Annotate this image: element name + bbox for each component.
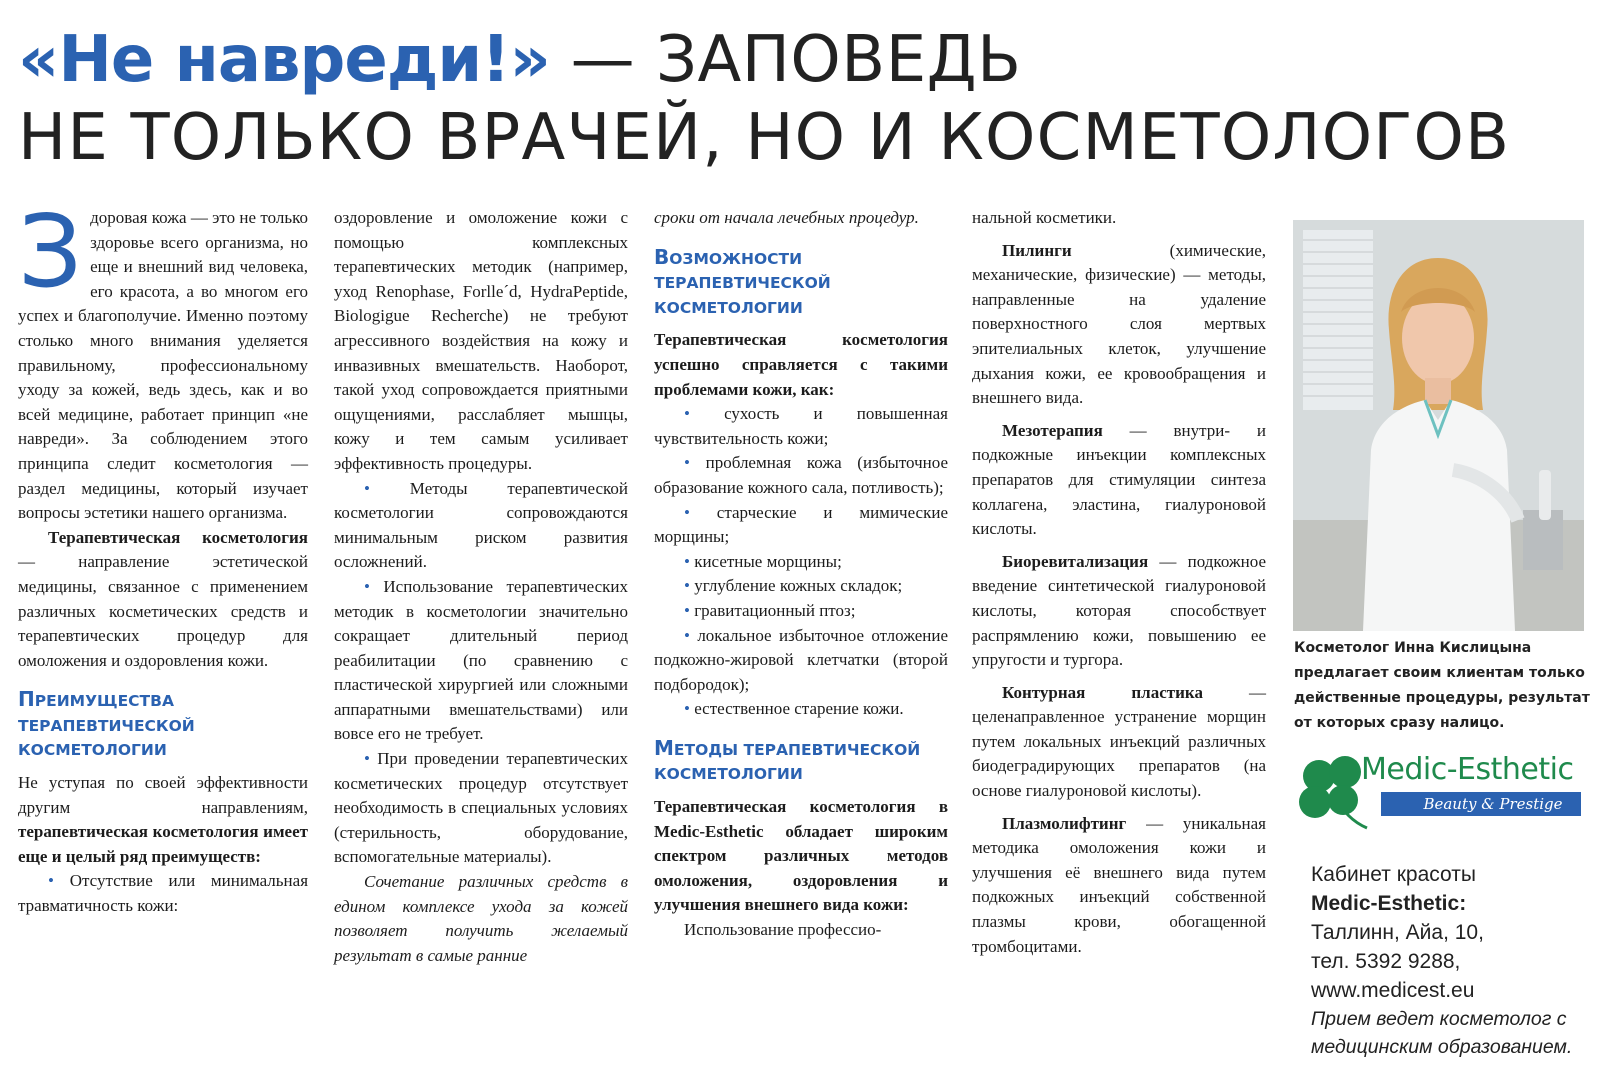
problem-item: • углубление кожных складок;: [654, 574, 948, 599]
article-column-1: [18, 193, 309, 919]
problem-item: • локальное избыточное отложение подкожно-жировой клетчатки (второй подбородок);: [654, 624, 948, 698]
photo-caption: Косметолог Инна Кислицына предлагает своим клиентам только действенные процедуры, результат от которых сразу налицо.: [1294, 640, 1590, 731]
contact-note: Прием ведет косметолог с медицинским образованием.: [1311, 1008, 1573, 1058]
italic-paragraph: Сочетание различных средств в едином комплексе ухода за кожей позволяет получить желаемый результат в самые ранние: [334, 872, 628, 965]
logo-name: Medic-Esthetic: [1361, 752, 1574, 787]
problem-item: • старческие и мимические морщины;: [654, 501, 948, 550]
definition-paragraph: [18, 526, 308, 674]
brand-logo: [1293, 752, 1595, 844]
headline-rest: — ЗАПОВЕДЬ: [549, 23, 1022, 97]
section-heading-possibilities: ВОЗМОЖНОСТИ ТЕРАПЕВТИЧЕСКОЙ КОСМЕТОЛОГИИ: [654, 244, 831, 317]
contact-website: www.medicest.eu: [1311, 979, 1475, 1002]
contact-address: Таллинн, Айа, 10,: [1311, 921, 1484, 944]
drop-cap: З: [18, 193, 83, 310]
advantage-item-continued: оздоровление и омоложение кожи с помощью комплексных терапевтических методик (например, уход Renophase, Forlle´d, HydraPeptide, Biologigue Recherche) не требуют агрессивного воздействия на кожу и инвазивных вмешательств. Наоборот, такой уход сопровождается приятными ощущениями, расслабляет мышцы, кожу и тем самым усиливает эффективность процедуры.: [334, 208, 628, 473]
intro-text: доровая кожа — это не только здоровье всего организма, но еще и внешний вид человека, его красота, а во многом его успех и благополучие. Именно поэтому столько много внимания уделяется правильному, профессиональному уходу за кожей, ведь здесь, как и во всей медицине, работает принцип «не навреди». За соблюдением этого принципа следит косметология — раздел медицины, который изучает вопросы эстетики нашего организма.: [18, 208, 308, 523]
logo-tagline: Beauty & Prestige: [1423, 795, 1563, 813]
section-heading-advantages: ПРЕИМУЩЕСТВА ТЕРАПЕВТИЧЕСКОЙ КОСМЕТОЛОГИИ: [18, 687, 195, 760]
advantages-paragraph: Не уступая по своей эффективности другим направлениям, терапевтическая косметология имеет еще и целый ряд преимуществ:: [18, 773, 308, 866]
contact-brand: Medic-Esthetic:: [1311, 892, 1467, 915]
article-column-4: [972, 206, 1266, 967]
methods-paragraph-end: нальной косметики.: [972, 208, 1117, 227]
portrait-illustration: [1293, 220, 1584, 631]
headline-line-2: НЕ ТОЛЬКО ВРАЧЕЙ, НО И КОСМЕТОЛОГОВ: [18, 101, 1511, 175]
italic-paragraph-end: сроки от начала лечебных процедур.: [654, 208, 919, 227]
contact-block: [1311, 860, 1601, 1061]
advantage-item: • При проведении терапевтических косметических процедур отсутствует необходимость в специальных условиях (стерильность, оборудование, вспомогательные материалы).: [334, 747, 628, 870]
methods-paragraph-start: Использование профессио-: [684, 920, 882, 940]
advantage-item: • Отсутствие или минимальная травматичность кожи:: [18, 869, 308, 918]
possibilities-lead: Терапевтическая косметология успешно справляется с такими проблемами кожи, как:: [654, 330, 948, 399]
headline-line-1: [18, 22, 1588, 98]
problem-item: • естественное старение кожи.: [654, 697, 948, 722]
article-column-2: [334, 206, 628, 968]
method-plasmolifting: Плазмолифтинг — уникальная методика омоложения кожи и улучшения её внешнего вида путем подкожных инъекций собственной плазмы крови, обогащенной тромбоцитами.: [972, 813, 1266, 956]
article-column-3: [654, 206, 948, 943]
definition-term: Терапевтическая косметология: [48, 527, 308, 547]
methods-lead: Терапевтическая косметология в Medic-Esthetic обладает широким спектром различных методов омоложения, оздоровления и улучшения внешнего вида кожи:: [654, 797, 948, 915]
portrait-photo: [1293, 220, 1584, 631]
method-mesotherapy: Мезотерапия — внутри- и подкожные инъекции комплексных препаратов для стимуляции синтеза коллагена, эластина, гиалуроновой кислоты.: [972, 420, 1266, 539]
method-contour-plastic: Контурная пластика — целенаправленное устранение морщин путем локальных инъекций различных биодеградирующих препаратов (на основе гиалуроновой кислоты).: [972, 682, 1266, 801]
headline: [18, 22, 1588, 178]
problem-item: • сухость и повышенная чувствительность кожи;: [654, 402, 948, 451]
problem-item: • проблемная кожа (избыточное образование кожного сала, потливость);: [654, 451, 948, 500]
advantage-item: • Методы терапевтической косметологии сопровождаются минимальным риском развития осложнений.: [334, 477, 628, 575]
definition-text: — направление эстетической медицины, связанное с применением различных косметических средств и терапевтических процедур для омоложения и оздоровления кожи.: [18, 552, 308, 670]
headline-accent: «Не навреди!»: [18, 23, 550, 97]
method-peeling: Пилинги (химические, механические, физические) — методы, направленные на удаление поверхностного слоя мертвых эпителиальных клеток, улучшение дыхания кожи, ее кровообращения и внешнего вида.: [972, 240, 1266, 408]
problem-item: • гравитационный птоз;: [654, 599, 948, 624]
contact-label: Кабинет красоты: [1311, 863, 1476, 886]
contact-phone: тел. 5392 9288,: [1311, 950, 1461, 973]
problem-item: • кисетные морщины;: [654, 550, 948, 575]
intro-paragraph: [18, 193, 308, 526]
advantage-item: • Использование терапевтических методик в косметологии значительно сокращает длительный период реабилитации (по сравнению с пластической хирургией или сложными аппаратными вмешательствами) или вовсе его не требует.: [334, 575, 628, 747]
method-biorevitalization: Биоревитализация — подкожное введение синтетической гиалуроновой кислоты, которая способствует распрямлению кожи, повышению ее упругости и тургора.: [972, 551, 1266, 670]
section-heading-methods: МЕТОДЫ ТЕРАПЕВТИЧЕСКОЙ КОСМЕТОЛОГИИ: [654, 735, 921, 784]
